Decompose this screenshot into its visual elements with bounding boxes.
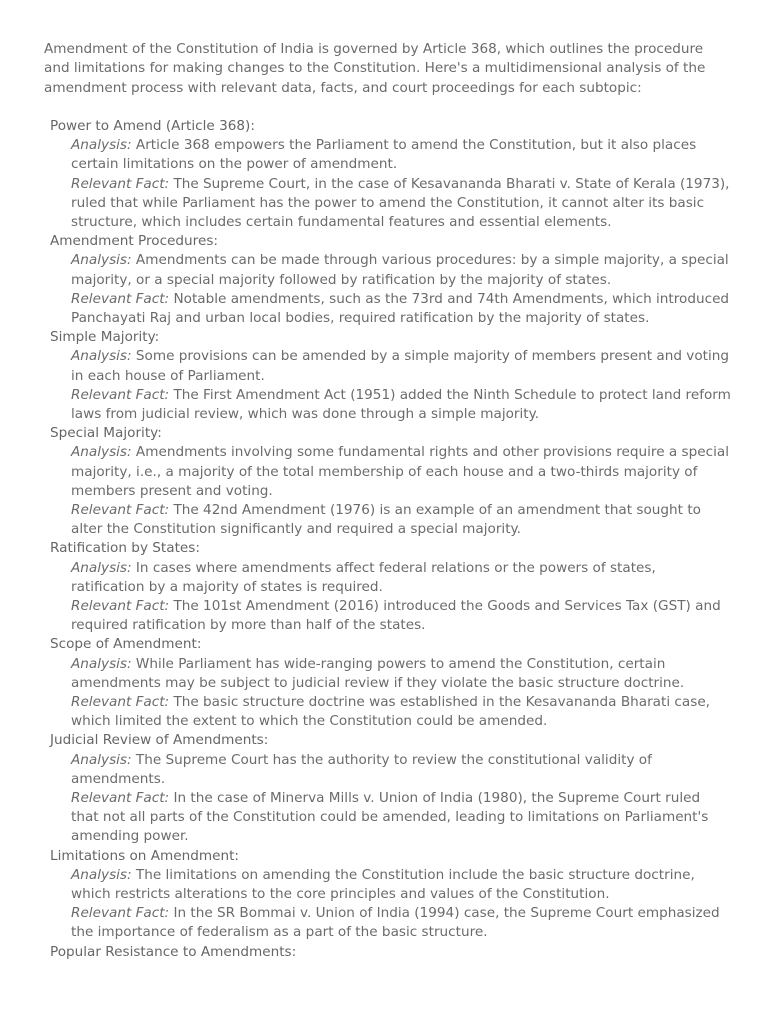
analysis-text: Article 368 empowers the Parliament to amend the Constitution, but it also places certain limitations on the power of amendment.: [71, 137, 697, 173]
fact-text: Notable amendments, such as the 73rd and 74th Amendments, which introduced Panchayati Raj and urban local bodies, required ratification by the majority of states.: [71, 290, 730, 326]
fact-label: Relevant Fact:: [71, 790, 170, 806]
fact-text: In the SR Bommai v. Union of India (1994) case, the Supreme Court emphasized the importance of federalism as a part of the basic structure.: [71, 905, 720, 941]
fact-paragraph: [71, 904, 731, 942]
section-judicial-review: [44, 731, 728, 846]
section-heading: Popular Resistance to Amendments:: [50, 943, 297, 960]
fact-text: The Supreme Court, in the case of Kesavananda Bharati v. State of Kerala (1973), ruled that while Parliament has the power to amend the Constitution, it cannot alter its basic structure, which includes certain fundamental features and essential elements.: [71, 175, 730, 230]
section-heading: Special Majority:: [50, 425, 162, 442]
analysis-label: Analysis:: [71, 348, 132, 365]
analysis-text: Some provisions can be amended by a simple majority of members present and voting in each house of Parliament.: [71, 348, 730, 384]
section-popular-resistance: [44, 943, 728, 962]
analysis-text: The Supreme Court has the authority to review the constitutional validity of amendments.: [71, 751, 652, 787]
section-power-to-amend: [44, 117, 728, 232]
fact-paragraph: [71, 501, 731, 539]
intro-paragraph: Amendment of the Constitution of India is governed by Article 368, which outlines the procedure and limitations for making changes to the Constitution. Here's a multidimensional analysis of the amendment process with relevant data, facts, and court proceedings for each subtopic:: [44, 41, 706, 96]
analysis-paragraph: [71, 136, 731, 174]
section-limitations-on-amendment: [44, 847, 728, 943]
section-heading: Amendment Procedures:: [50, 233, 218, 250]
analysis-paragraph: [71, 866, 731, 904]
analysis-label: Analysis:: [71, 444, 132, 461]
fact-text: The First Amendment Act (1951) added the Ninth Schedule to protect land reform laws from judicial review, which was done through a simple majority.: [71, 386, 731, 422]
analysis-paragraph: [71, 655, 731, 693]
analysis-paragraph: [71, 751, 731, 789]
analysis-paragraph: [71, 443, 731, 501]
analysis-label: Analysis:: [71, 137, 132, 154]
analysis-label: Analysis:: [71, 866, 132, 883]
analysis-text: In cases where amendments affect federal relations or the powers of states, ratification by a majority of states is required.: [71, 559, 656, 595]
fact-label: Relevant Fact:: [71, 175, 170, 192]
fact-label: Relevant Fact:: [71, 905, 170, 922]
analysis-text: The limitations on amending the Constitution include the basic structure doctrine, which restricts alterations to the core principles and values of the Constitution.: [71, 866, 695, 903]
fact-text: The 42nd Amendment (1976) is an example of an amendment that sought to alter the Constitution significantly and required a special majority.: [71, 501, 701, 538]
analysis-paragraph: [71, 251, 731, 289]
fact-text: The basic structure doctrine was established in the Kesavananda Bharati case, which limited the extent to which the Constitution could be amended.: [71, 693, 711, 730]
fact-paragraph: [71, 597, 731, 635]
section-amendment-procedures: [44, 232, 728, 328]
fact-label: Relevant Fact:: [71, 290, 170, 307]
analysis-label: Analysis:: [71, 655, 132, 672]
fact-label: Relevant Fact:: [71, 597, 170, 614]
fact-paragraph: [71, 175, 731, 233]
section-special-majority: [44, 424, 728, 539]
fact-paragraph: [71, 693, 731, 731]
section-heading: Simple Majority:: [50, 329, 160, 346]
fact-label: Relevant Fact:: [71, 386, 170, 403]
section-heading: Ratification by States:: [50, 540, 200, 557]
fact-label: Relevant Fact:: [71, 693, 170, 710]
section-heading: Judicial Review of Amendments:: [50, 732, 269, 749]
analysis-text: Amendments involving some fundamental rights and other provisions require a special majority, i.e., a majority of the total membership of each house and a two-thirds majority of members present and voting.: [71, 444, 729, 499]
analysis-text: While Parliament has wide-ranging powers to amend the Constitution, certain amendments may be subject to judicial review if they violate the basic structure doctrine.: [71, 655, 685, 691]
analysis-label: Analysis:: [71, 751, 132, 768]
fact-paragraph: [71, 386, 731, 424]
section-heading: Scope of Amendment:: [50, 636, 202, 653]
fact-paragraph: [71, 290, 731, 328]
section-simple-majority: [44, 328, 731, 424]
analysis-text: Amendments can be made through various procedures: by a simple majority, a special majority, or a special majority followed by ratification by the majority of states.: [71, 252, 729, 288]
section-scope-of-amendment: [44, 635, 728, 731]
section-ratification-by-states: [44, 539, 728, 635]
analysis-paragraph: [71, 559, 731, 597]
section-heading: Power to Amend (Article 368):: [50, 117, 255, 134]
fact-text: The 101st Amendment (2016) introduced the Goods and Services Tax (GST) and required ratification by more than half of the states.: [71, 597, 721, 634]
section-heading: Limitations on Amendment:: [50, 847, 240, 864]
fact-paragraph: [71, 789, 731, 847]
fact-text: In the case of Minerva Mills v. Union of India (1980), the Supreme Court ruled that not all parts of the Constitution could be amended, leading to limitations on Parliament's amending power.: [71, 790, 709, 845]
analysis-label: Analysis:: [71, 559, 132, 576]
analysis-paragraph: [71, 347, 731, 385]
analysis-label: Analysis:: [71, 252, 132, 269]
fact-label: Relevant Fact:: [71, 501, 170, 518]
